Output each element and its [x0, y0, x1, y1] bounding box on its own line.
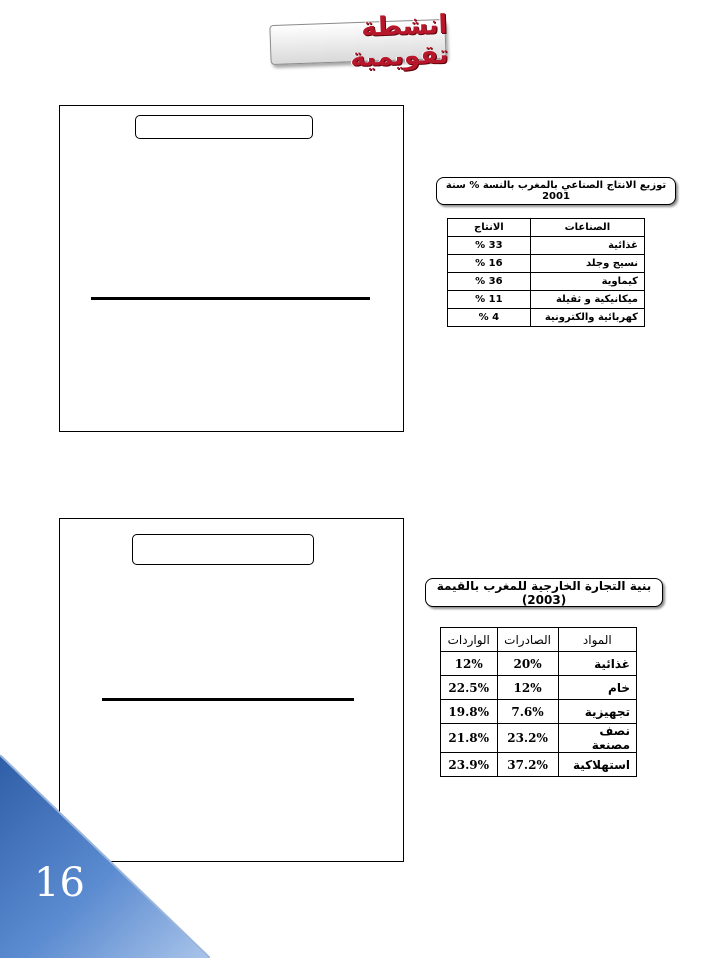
- page-title: انشطة تقويمية: [349, 9, 449, 74]
- material-name: خام: [558, 676, 636, 700]
- table-row: [448, 291, 645, 309]
- answer-baseline-2: [102, 698, 354, 701]
- column-header: الواردات: [441, 628, 498, 652]
- industry-name: ميكانيكية و ثقيلة: [530, 291, 644, 309]
- answer-title-slot-1[interactable]: [135, 115, 313, 139]
- header-banner: [267, 9, 449, 74]
- industry-name: نسيج وجلد: [530, 255, 644, 273]
- column-header: الصناعات: [530, 219, 644, 237]
- table-row: [448, 273, 645, 291]
- material-name: غذائية: [558, 652, 636, 676]
- page-number: 16: [34, 860, 85, 906]
- material-name: استهلاكية: [558, 753, 636, 777]
- exports-value: 37.2%: [497, 753, 558, 777]
- imports-value: 19.8%: [441, 700, 498, 724]
- column-header: الصادرات: [497, 628, 558, 652]
- table-row: [441, 676, 637, 700]
- answer-title-slot-2[interactable]: [132, 534, 314, 565]
- table-row: [448, 255, 645, 273]
- table-row: [441, 700, 637, 724]
- table-caption-1-text: توزيع الانتاج الصناعي بالمغرب بالنسة % سنة 2001: [445, 180, 667, 202]
- imports-value: 23.9%: [441, 753, 498, 777]
- exports-value: 7.6%: [497, 700, 558, 724]
- industrial-production-table: [447, 218, 645, 327]
- industry-name: غذائية: [530, 237, 644, 255]
- table-caption-2-text: بنية التجارة الخارجية للمغرب بالقيمة (2003): [436, 578, 652, 607]
- production-value: 4 %: [448, 309, 531, 327]
- foreign-trade-table: [440, 627, 637, 777]
- exports-value: 12%: [497, 676, 558, 700]
- table-caption-2: [425, 578, 663, 607]
- table-row: [441, 753, 637, 777]
- column-header: الانتاج: [448, 219, 531, 237]
- imports-value: 22.5%: [441, 676, 498, 700]
- production-value: 11 %: [448, 291, 531, 309]
- production-value: 33 %: [448, 237, 531, 255]
- table-caption-1: [436, 177, 676, 205]
- industry-name: كيماوية: [530, 273, 644, 291]
- imports-value: 12%: [441, 652, 498, 676]
- table-row: [448, 309, 645, 327]
- production-value: 16 %: [448, 255, 531, 273]
- industry-name: كهربائية والكترونية: [530, 309, 644, 327]
- production-value: 36 %: [448, 273, 531, 291]
- table-row: [441, 652, 637, 676]
- column-header: المواد: [558, 628, 636, 652]
- answer-box-1[interactable]: [59, 105, 404, 432]
- exports-value: 23.2%: [497, 724, 558, 753]
- material-name: تجهيزية: [558, 700, 636, 724]
- material-name: نصف مصنعة: [558, 724, 636, 753]
- exports-value: 20%: [497, 652, 558, 676]
- imports-value: 21.8%: [441, 724, 498, 753]
- table-row: [441, 724, 637, 753]
- corner-triangle-decoration: [0, 755, 210, 958]
- table-row: [448, 237, 645, 255]
- answer-baseline-1: [91, 297, 370, 300]
